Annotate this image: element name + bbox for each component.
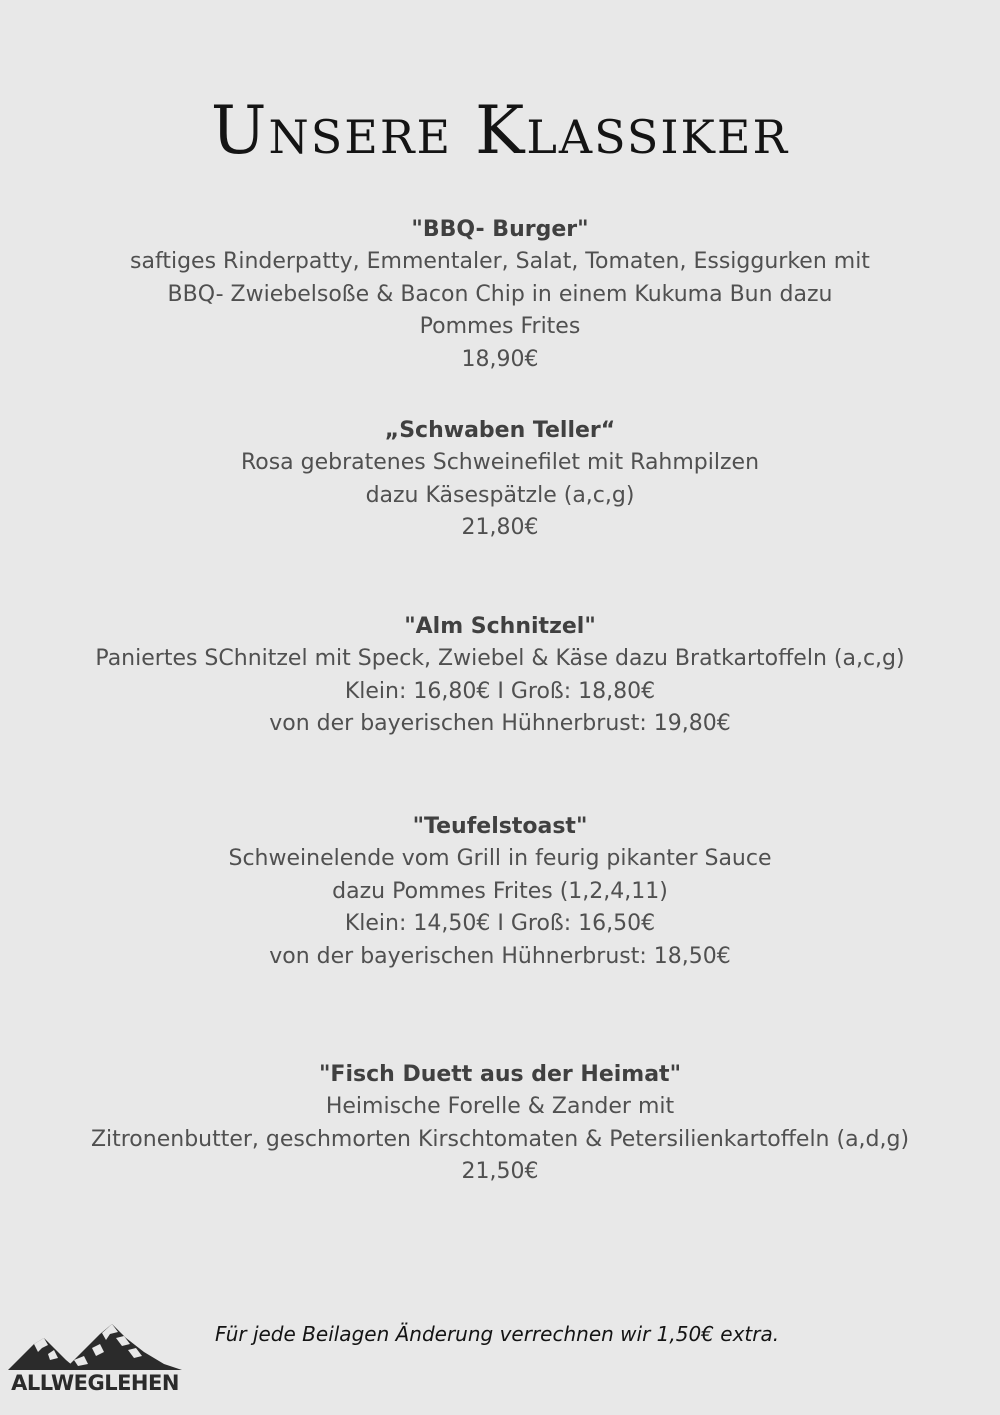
- menu-item-description: BBQ- Zwiebelsoße & Bacon Chip in einem Kukuma Bun dazu: [167, 281, 833, 307]
- menu-item-alm-schnitzel: [0, 611, 1000, 741]
- menu-item-name: „Schwaben Teller“: [384, 418, 616, 443]
- menu-item-bbq-burger: [0, 214, 1000, 376]
- menu-item-price: 21,50€: [461, 1159, 539, 1184]
- menu-item-description: Schweinelende vom Grill in feurig pikanter Sauce: [228, 846, 772, 871]
- menu-item-name: "BBQ- Burger": [411, 217, 589, 242]
- menu-item-description: saftiges Rinderpatty, Emmentaler, Salat, Tomaten, Essiggurken mit: [130, 249, 870, 274]
- menu-item-name: "Teufelstoast": [412, 814, 588, 839]
- brand-logo: [4, 1318, 186, 1400]
- brand-name: ALLWEGLEHEN: [11, 1371, 179, 1395]
- menu-item-price: 21,80€: [461, 515, 539, 540]
- menu-item-teufelstoast: [0, 811, 1000, 973]
- menu-item-description: Rosa gebratenes Schweinefilet mit Rahmpilzen: [240, 450, 760, 475]
- menu-item-name: "Alm Schnitzel": [404, 614, 596, 639]
- menu-item-description: Pommes Frites: [419, 314, 581, 339]
- menu-item-description: Paniertes SChnitzel mit Speck, Zwiebel & Käse dazu Bratkartoffeln (a,c,g): [95, 646, 905, 671]
- menu-item-description: Heimische Forelle & Zander mit: [325, 1094, 675, 1119]
- mountain-icon: [4, 1318, 186, 1374]
- menu-item-description: dazu Pommes Frites (1,2,4,11): [332, 878, 668, 904]
- menu-item-price: 18,90€: [461, 346, 539, 372]
- page-title: Unsere Klassiker: [210, 92, 790, 169]
- menu-item-price: Klein: 14,50€ I Groß: 16,50€: [344, 911, 656, 936]
- footer-note: Für jede Beilagen Änderung verrechnen wir 1,50€ extra.: [215, 1322, 780, 1346]
- menu-item-price: von der bayerischen Hühnerbrust: 19,80€: [269, 711, 731, 736]
- menu-item-name: "Fisch Duett aus der Heimat": [318, 1062, 682, 1087]
- menu-item-description: Zitronenbutter, geschmorten Kirschtomaten & Petersilienkartoffeln (a,d,g): [90, 1126, 910, 1152]
- menu-item-schwaben-teller: [0, 415, 1000, 545]
- menu-item-description: dazu Käsespätzle (a,c,g): [365, 482, 635, 508]
- menu-item-fisch-duett: [0, 1059, 1000, 1189]
- menu-item-price: Klein: 16,80€ I Groß: 18,80€: [344, 678, 656, 704]
- menu-item-price: von der bayerischen Hühnerbrust: 18,50€: [269, 943, 731, 969]
